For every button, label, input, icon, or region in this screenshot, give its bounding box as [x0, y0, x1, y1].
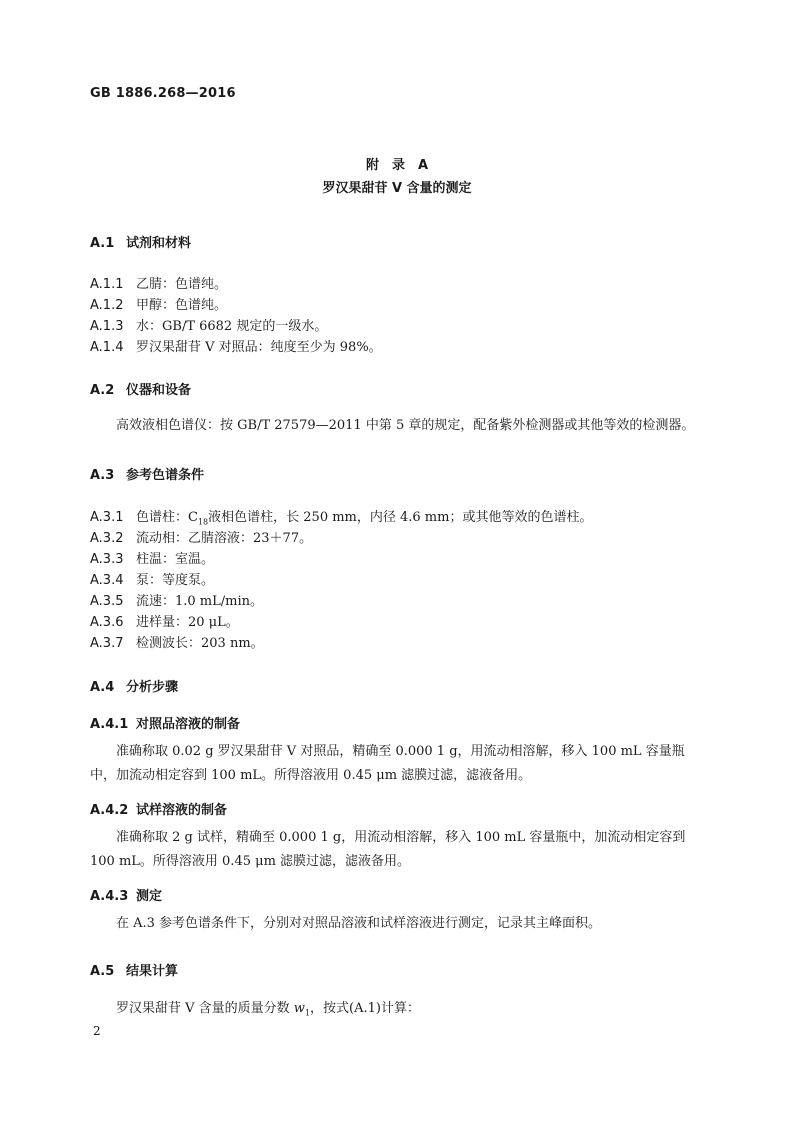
item-text: 罗汉果甜苷 V 对照品：纯度至少为 98%。: [136, 340, 382, 355]
paragraph: [90, 997, 710, 1026]
list-item: [90, 611, 239, 630]
item-number: A.3.1: [90, 510, 124, 525]
item-number: A.3.4: [90, 573, 124, 588]
variable: w: [293, 1001, 305, 1016]
item-text: 流动相：乙腈溶液：23＋77。: [136, 531, 313, 546]
item-text: 检测波长：203 nm。: [136, 636, 264, 651]
list-item: [90, 569, 214, 588]
section-number: A.1: [90, 236, 115, 251]
text-post: ，按式(A.1)计算：: [310, 1001, 420, 1016]
subsection-number: A.4.1: [90, 717, 129, 732]
list-item: [90, 506, 592, 527]
section-a3-heading: [90, 464, 204, 483]
item-number: A.3.3: [90, 552, 124, 567]
section-number: A.3: [90, 468, 115, 483]
item-number: A.3.2: [90, 531, 124, 546]
section-title: 结果计算: [126, 964, 179, 979]
item-text: 柱温：室温。: [136, 552, 215, 567]
subscript: 1: [304, 1008, 311, 1018]
section-title: 试剂和材料: [126, 236, 192, 251]
paragraph: 在 A.3 参考色谱条件下，分别对对照品溶液和试样溶液进行测定，记录其主峰面积。: [116, 916, 602, 931]
section-number: A.5: [90, 964, 115, 979]
item-text: 进样量：20 μL。: [136, 615, 239, 630]
subsection-title: 测定: [136, 889, 163, 904]
page-number: 2: [93, 1024, 101, 1038]
item-text-pre: 色谱柱：C: [136, 510, 198, 525]
item-number: A.3.5: [90, 594, 124, 609]
appendix-title: 罗汉果甜苷 V 含量的测定: [322, 181, 472, 196]
list-item: [90, 336, 382, 355]
list-item: [90, 273, 227, 292]
list-item: [90, 315, 327, 334]
appendix-label: 附 录 A: [365, 158, 429, 173]
subsection-number: A.4.2: [90, 803, 129, 818]
subsection-title: 试样溶液的制备: [136, 803, 228, 818]
subsection-a42-heading: [90, 799, 227, 818]
section-number: A.2: [90, 383, 115, 398]
section-a4-heading: [90, 676, 178, 695]
section-a1-heading: [90, 232, 191, 251]
section-a2-heading: [90, 379, 191, 398]
section-number: A.4: [90, 680, 115, 695]
subsection-title: 对照品溶液的制备: [136, 717, 241, 732]
paragraph: 准确称取 0.02 g 罗汉果甜苷 V 对照品，精确至 0.000 1 g，用流动相溶解，移入 100 mL 容量瓶中，加流动相定容到 100 mL。所得溶液用 0.45 μm 滤膜过滤，滤液备用。: [90, 744, 685, 783]
section-title: 分析步骤: [126, 680, 179, 695]
item-text: 水：GB/T 6682 规定的一级水。: [136, 319, 328, 334]
section-title: 参考色谱条件: [126, 468, 205, 483]
item-text: 流速：1.0 mL/min。: [136, 594, 264, 609]
item-number: A.1.3: [90, 319, 124, 334]
item-text: 甲醇：色谱纯。: [136, 298, 228, 313]
item-number: A.1.4: [90, 340, 124, 355]
item-text: 乙腈：色谱纯。: [136, 277, 228, 292]
item-text: 泵：等度泵。: [136, 573, 215, 588]
subsection-number: A.4.3: [90, 889, 129, 904]
list-item: [90, 632, 264, 651]
paragraph: 准确称取 2 g 试样，精确至 0.000 1 g，用流动相溶解，移入 100 mL 容量瓶中，加流动相定容到 100 mL。所得溶液用 0.45 μm 滤膜过滤，滤液备用。: [90, 830, 686, 869]
section-a5-heading: [90, 960, 178, 979]
list-item: [90, 294, 227, 313]
item-number: A.1.2: [90, 298, 124, 313]
subscript: 18: [197, 517, 209, 527]
paragraph: 高效液相色谱仪：按 GB/T 27579—2011 中第 5 章的规定，配备紫外检测器或其他等效的检测器。: [116, 418, 695, 433]
list-item: [90, 548, 214, 567]
standard-number: GB 1886.268—2016: [90, 86, 236, 101]
list-item: [90, 590, 263, 609]
item-number: A.1.1: [90, 277, 124, 292]
list-item: [90, 527, 312, 546]
section-title: 仪器和设备: [126, 383, 192, 398]
item-number: A.3.6: [90, 615, 124, 630]
subsection-a41-heading: [90, 713, 240, 732]
item-number: A.3.7: [90, 636, 124, 651]
subsection-a43-heading: [90, 885, 162, 904]
text-pre: 罗汉果甜苷 V 含量的质量分数: [116, 1001, 294, 1016]
item-text-post: 液相色谱柱，长 250 mm，内径 4.6 mm；或其他等效的色谱柱。: [208, 510, 593, 525]
